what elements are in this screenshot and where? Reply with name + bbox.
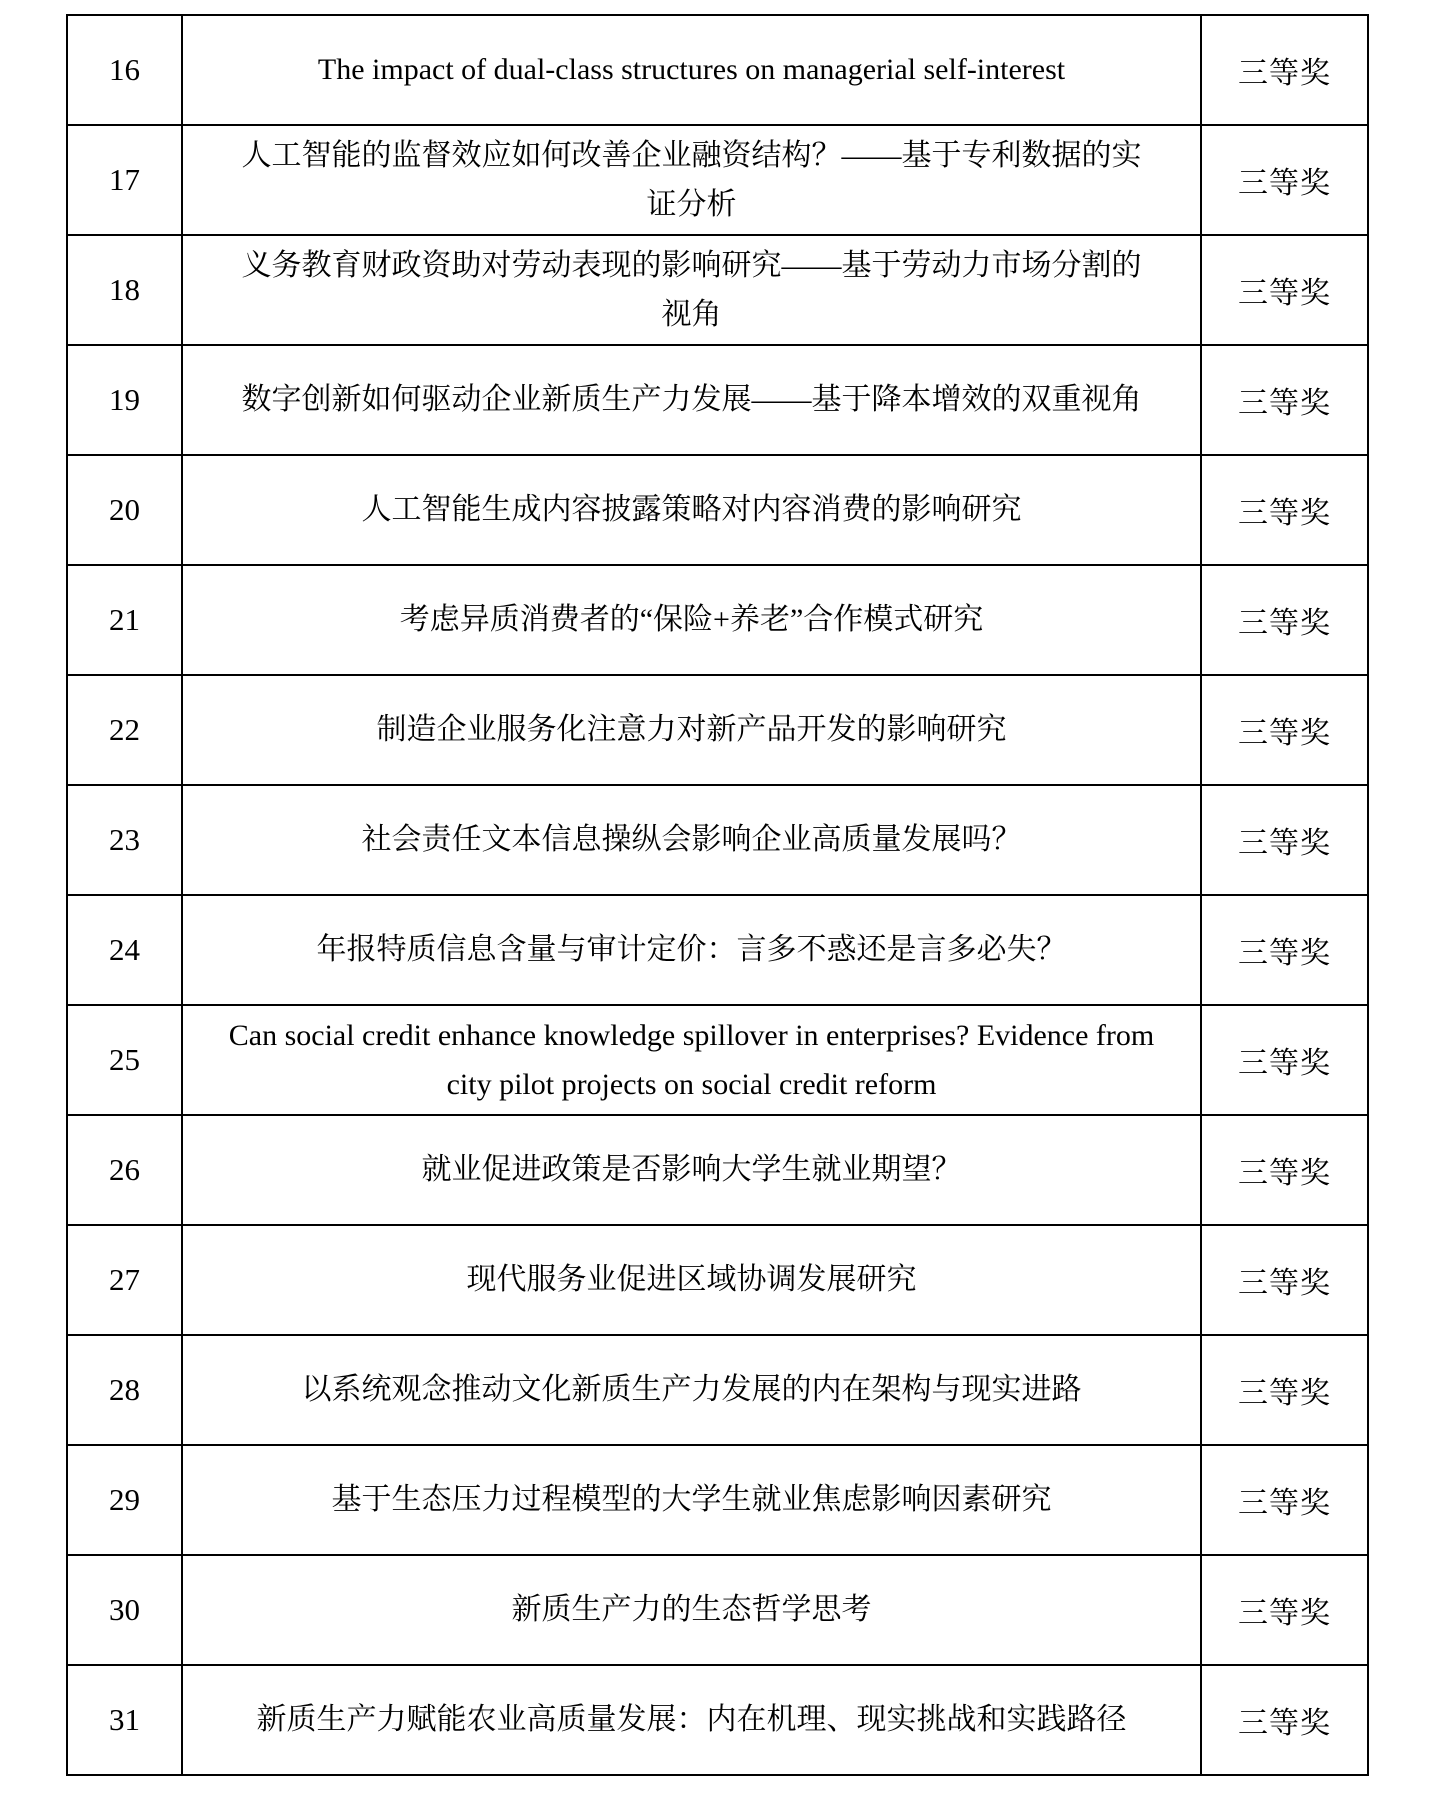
row-number-cell: 27 [67,1225,182,1335]
award-cell: 三等奖 [1201,1665,1368,1775]
table-row [67,1555,1368,1665]
award-cell: 三等奖 [1201,1115,1368,1225]
table-row [67,345,1368,455]
row-number-cell: 19 [67,345,182,455]
table-row [67,1665,1368,1775]
paper-title-cell: 制造企业服务化注意力对新产品开发的影响研究 [182,675,1201,785]
paper-title-cell: 社会责任文本信息操纵会影响企业高质量发展吗？ [182,785,1201,895]
paper-title-cell: 基于生态压力过程模型的大学生就业焦虑影响因素研究 [182,1445,1201,1555]
row-number-cell: 23 [67,785,182,895]
award-cell: 三等奖 [1201,235,1368,345]
row-number-cell: 20 [67,455,182,565]
award-cell: 三等奖 [1201,785,1368,895]
paper-title-cell: 就业促进政策是否影响大学生就业期望？ [182,1115,1201,1225]
row-number-cell: 16 [67,15,182,125]
award-cell: 三等奖 [1201,565,1368,675]
paper-title-cell: 年报特质信息含量与审计定价：言多不惑还是言多必失？ [182,895,1201,1005]
table-row [67,1005,1368,1115]
row-number-cell: 31 [67,1665,182,1775]
paper-title-cell: 考虑异质消费者的“保险+养老”合作模式研究 [182,565,1201,675]
row-number-cell: 25 [67,1005,182,1115]
award-cell: 三等奖 [1201,1555,1368,1665]
table-row [67,785,1368,895]
paper-title-cell: The impact of dual-class structures on managerial self-interest [182,15,1201,125]
row-number-cell: 17 [67,125,182,235]
awards-table [66,14,1369,1776]
row-number-cell: 18 [67,235,182,345]
paper-title-cell: Can social credit enhance knowledge spillover in enterprises? Evidence from city pilot projects on social credit reform [182,1005,1201,1115]
award-cell: 三等奖 [1201,125,1368,235]
paper-title-cell: 人工智能的监督效应如何改善企业融资结构？——基于专利数据的实证分析 [182,125,1201,235]
paper-title-cell: 新质生产力的生态哲学思考 [182,1555,1201,1665]
table-row [67,125,1368,235]
table-row [67,895,1368,1005]
award-cell: 三等奖 [1201,675,1368,785]
table-row [67,675,1368,785]
row-number-cell: 21 [67,565,182,675]
table-row [67,1335,1368,1445]
paper-title-cell: 以系统观念推动文化新质生产力发展的内在架构与现实进路 [182,1335,1201,1445]
row-number-cell: 30 [67,1555,182,1665]
paper-title-cell: 新质生产力赋能农业高质量发展：内在机理、现实挑战和实践路径 [182,1665,1201,1775]
row-number-cell: 22 [67,675,182,785]
award-cell: 三等奖 [1201,1005,1368,1115]
paper-title-cell: 义务教育财政资助对劳动表现的影响研究——基于劳动力市场分割的视角 [182,235,1201,345]
award-cell: 三等奖 [1201,345,1368,455]
table-row [67,1225,1368,1335]
award-cell: 三等奖 [1201,455,1368,565]
table-row [67,1445,1368,1555]
award-cell: 三等奖 [1201,1335,1368,1445]
table-row [67,235,1368,345]
row-number-cell: 28 [67,1335,182,1445]
row-number-cell: 26 [67,1115,182,1225]
paper-title-cell: 人工智能生成内容披露策略对内容消费的影响研究 [182,455,1201,565]
award-cell: 三等奖 [1201,15,1368,125]
paper-title-cell: 数字创新如何驱动企业新质生产力发展——基于降本增效的双重视角 [182,345,1201,455]
table-row [67,565,1368,675]
row-number-cell: 24 [67,895,182,1005]
awards-table-body [67,15,1368,1775]
row-number-cell: 29 [67,1445,182,1555]
award-cell: 三等奖 [1201,895,1368,1005]
table-row [67,1115,1368,1225]
table-row [67,455,1368,565]
table-row [67,15,1368,125]
award-cell: 三等奖 [1201,1225,1368,1335]
paper-title-cell: 现代服务业促进区域协调发展研究 [182,1225,1201,1335]
award-cell: 三等奖 [1201,1445,1368,1555]
